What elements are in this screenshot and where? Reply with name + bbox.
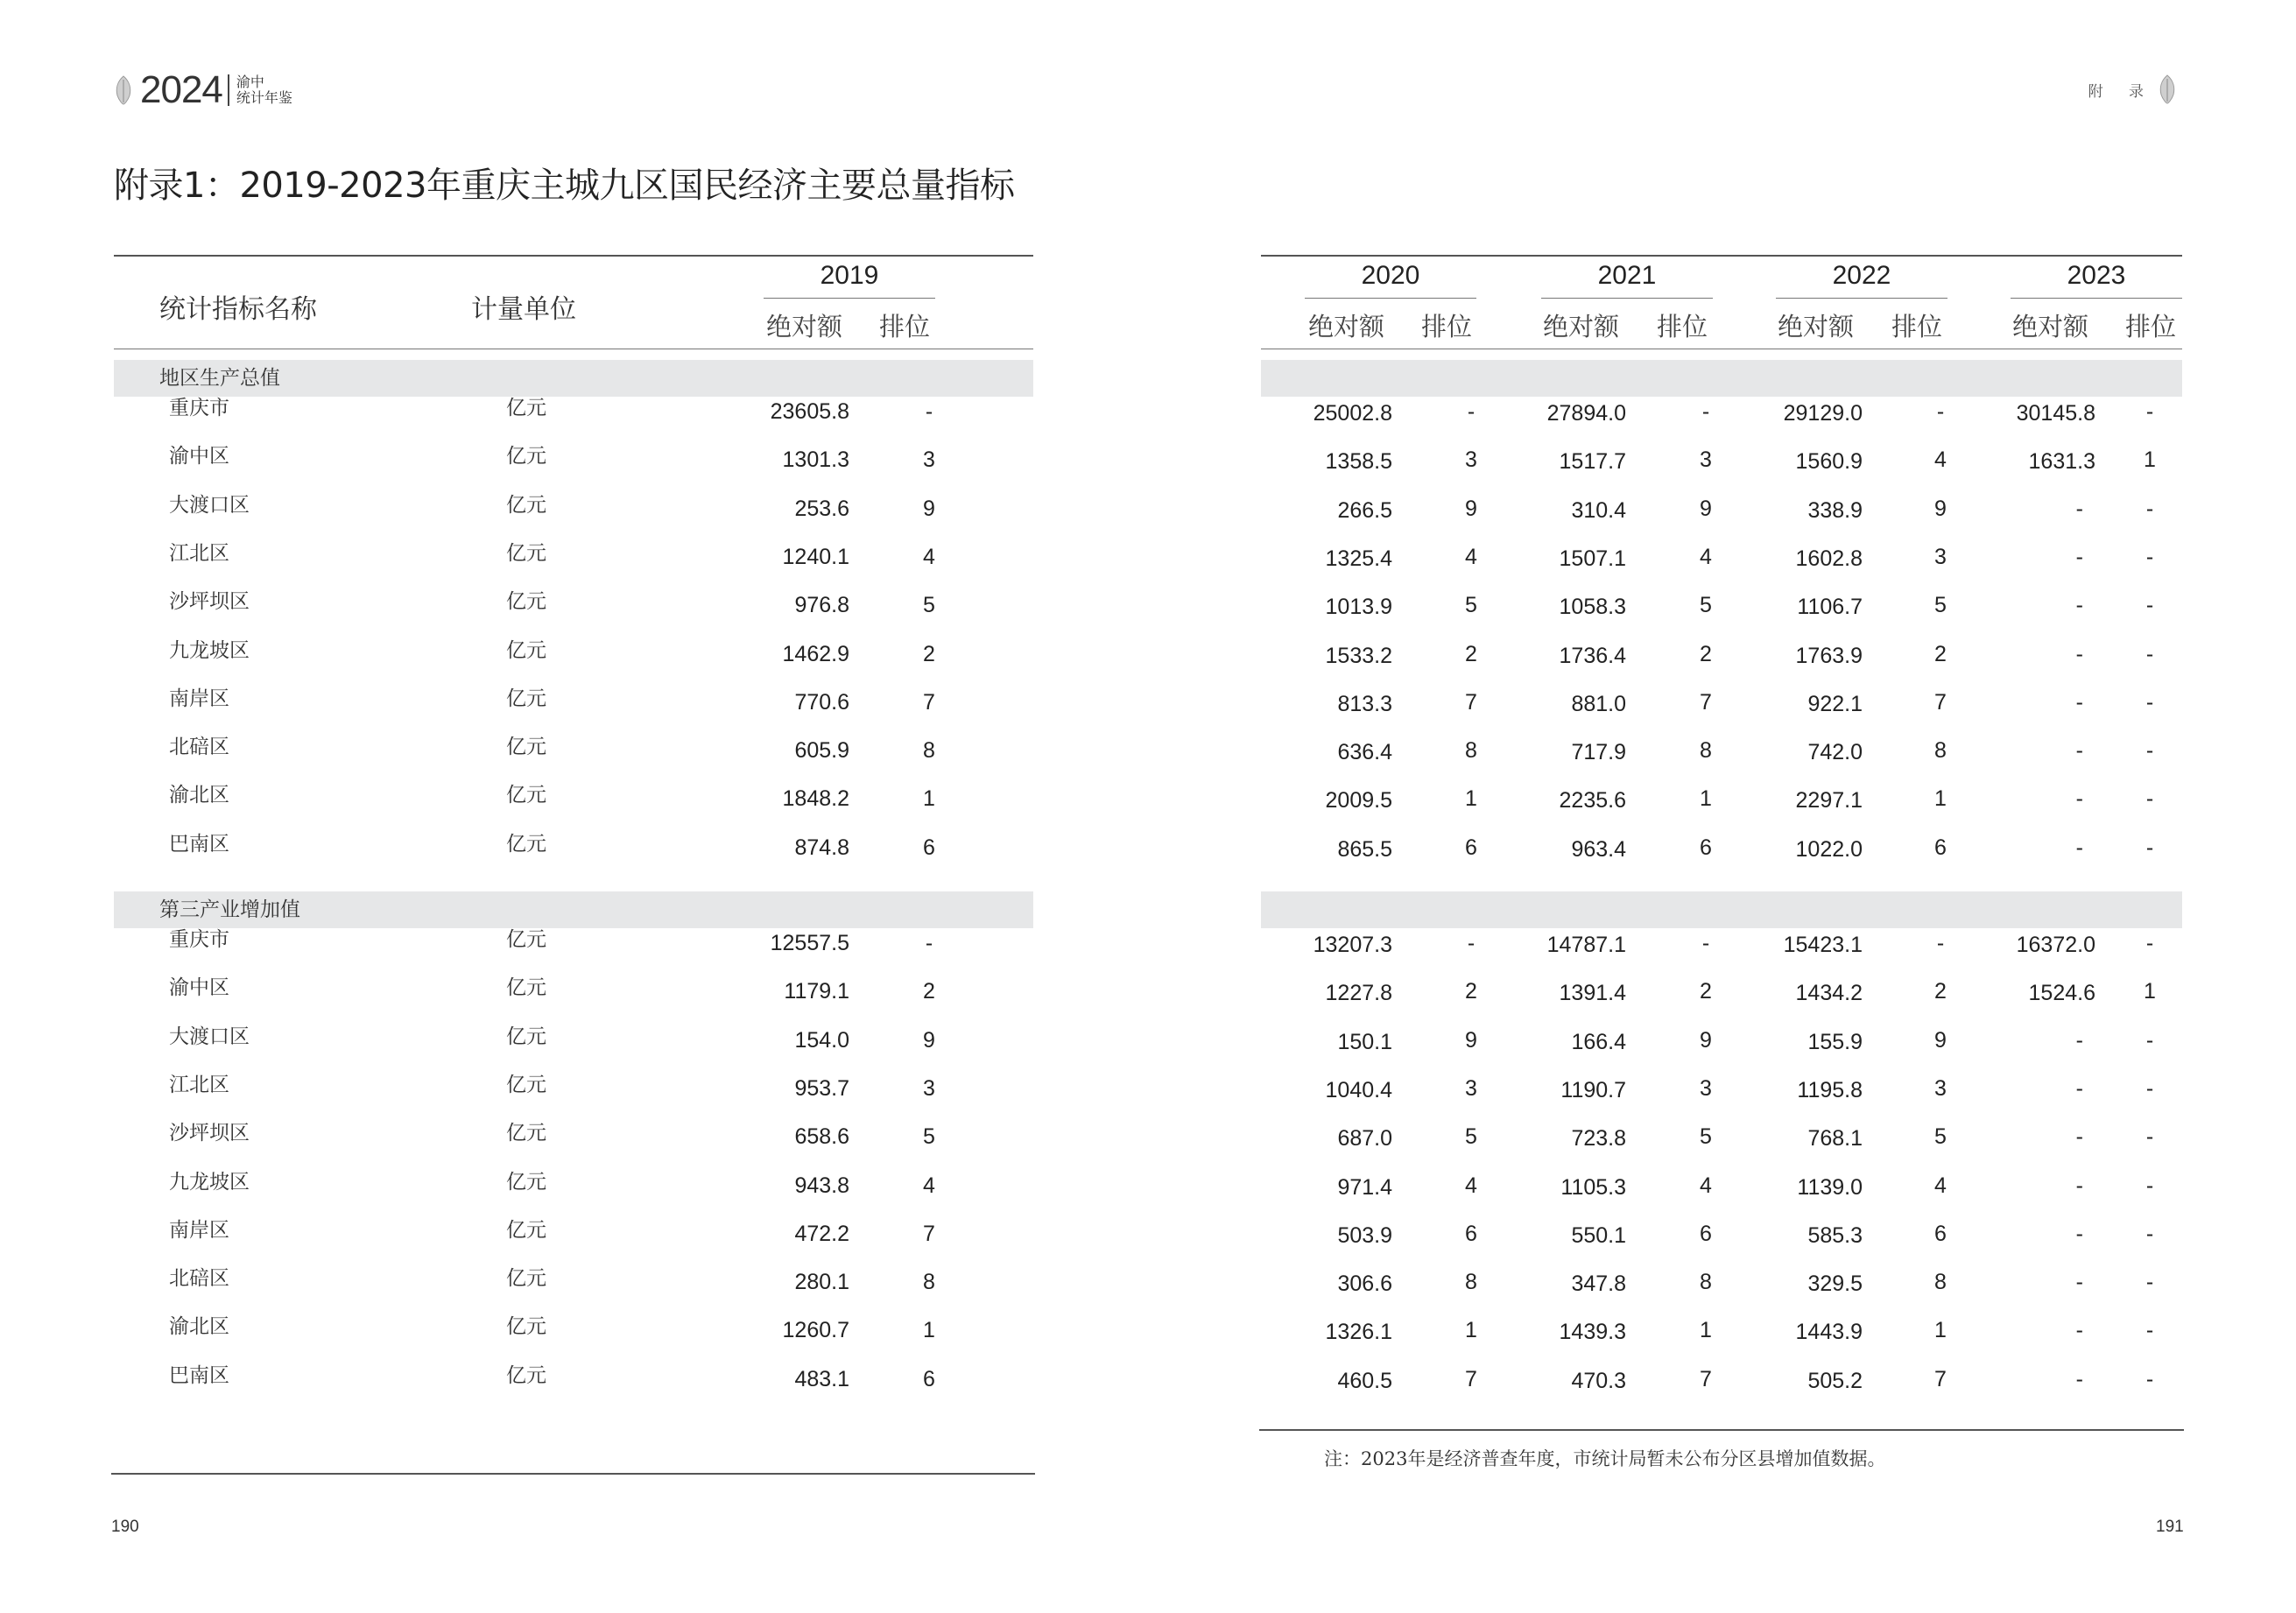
value-absolute-2023: 1524.6 [2028,981,2095,1005]
page-number-left: 190 [111,1518,139,1536]
header-absolute-2021: 绝对额 [1543,312,1620,342]
year-rule-2019 [764,298,935,299]
value-absolute-2022: 1434.2 [1795,981,1863,1005]
value-absolute-2023: - [2075,690,2083,715]
row-indicator-name: 渝北区 [169,784,229,806]
value-absolute-2019: 1848.2 [782,786,849,811]
value-rank-2023: - [2145,1270,2154,1294]
value-absolute-2023: - [2075,786,2083,811]
section-label-tertiary: 第三产业增加值 [159,898,300,921]
value-rank-2022: 4 [1934,1173,1947,1198]
value-rank-2021: 8 [1700,1270,1712,1294]
row-unit: 亿元 [506,445,546,468]
value-rank-2023: - [2145,931,2154,955]
value-absolute-2020: 971.4 [1337,1175,1392,1200]
value-rank-2019: 4 [923,1173,935,1198]
value-absolute-2020: 266.5 [1337,498,1392,523]
row-unit: 亿元 [506,397,546,419]
value-rank-2022: 5 [1934,593,1947,617]
value-rank-2019: 6 [923,835,935,860]
value-absolute-2020: 1040.4 [1325,1078,1392,1102]
value-rank-2021: 3 [1700,1076,1712,1101]
value-rank-2023: - [2145,1076,2154,1101]
value-rank-2023: - [2145,1124,2154,1149]
value-rank-2020: 2 [1465,642,1477,666]
subtitle-line2: 统计年鉴 [236,89,292,106]
value-rank-2023: - [2145,399,2154,424]
section-band-right-1 [1261,360,2182,397]
header-year-2019: 2019 [820,261,879,290]
value-rank-2020: 7 [1465,1367,1477,1391]
appendix-label: 附 录 [2088,82,2154,101]
value-rank-2023: - [2145,690,2154,715]
row-indicator-name: 沙坪坝区 [169,1122,250,1145]
value-absolute-2023: 30145.8 [2016,401,2095,426]
value-absolute-2019: 1240.1 [782,545,849,569]
value-absolute-2021: 470.3 [1571,1369,1626,1393]
row-indicator-name: 沙坪坝区 [169,590,250,613]
value-rank-2022: 9 [1934,497,1947,521]
value-absolute-2020: 687.0 [1337,1126,1392,1151]
value-rank-2023: - [2145,738,2154,763]
value-absolute-2021: 347.8 [1571,1271,1626,1296]
value-rank-2020: 9 [1465,1028,1477,1053]
value-absolute-2023: - [2075,497,2083,521]
value-absolute-2019: 1462.9 [782,642,849,666]
value-absolute-2020: 636.4 [1337,740,1392,764]
value-rank-2020: 5 [1465,1124,1477,1149]
value-absolute-2022: 1763.9 [1795,644,1863,668]
value-absolute-2023: - [2075,1028,2083,1053]
row-unit: 亿元 [506,542,546,565]
value-rank-2022: 8 [1934,738,1947,763]
value-absolute-2020: 25002.8 [1313,401,1392,426]
value-absolute-2021: 881.0 [1571,692,1626,716]
value-absolute-2019: 472.2 [794,1222,849,1246]
year-rule-2020 [1305,298,1476,299]
header-absolute-2020: 绝对额 [1308,312,1385,342]
value-rank-2022: 6 [1934,1222,1947,1246]
value-absolute-2023: - [2075,1076,2083,1101]
value-absolute-2021: 1391.4 [1559,981,1626,1005]
value-rank-2020: 4 [1465,1173,1477,1198]
value-rank-2023: - [2145,642,2154,666]
section-band-left-1 [114,360,1033,397]
row-unit: 亿元 [506,1219,546,1242]
value-absolute-2020: 1227.8 [1325,981,1392,1005]
value-absolute-2021: 310.4 [1571,498,1626,523]
value-absolute-2020: 306.6 [1337,1271,1392,1296]
value-absolute-2021: 1736.4 [1559,644,1626,668]
row-unit: 亿元 [506,1025,546,1048]
row-unit: 亿元 [506,1122,546,1145]
header-rank-2021: 排位 [1657,312,1708,342]
value-rank-2021: 6 [1700,835,1712,860]
section-band-right-2 [1261,891,2182,928]
header-absolute-2023: 绝对额 [2012,312,2089,342]
value-absolute-2021: 1190.7 [1560,1078,1626,1102]
running-header-right [2088,72,2184,107]
row-indicator-name: 渝中区 [169,445,229,468]
value-rank-2019: 8 [923,1270,935,1294]
value-rank-2022: 2 [1934,979,1947,1004]
value-absolute-2020: 13207.3 [1313,933,1392,957]
row-unit: 亿元 [506,590,546,613]
header-year-2023: 2023 [2067,261,2126,290]
value-rank-2020: - [1467,399,1475,424]
value-absolute-2023: 1631.3 [2028,449,2095,474]
page-number-right: 191 [2156,1518,2184,1536]
value-rank-2019: - [925,931,933,955]
value-absolute-2020: 503.9 [1337,1223,1392,1248]
right-bottom-rule [1259,1429,2184,1431]
header-rank-2020: 排位 [1421,312,1473,342]
value-rank-2020: 8 [1465,738,1477,763]
row-unit: 亿元 [506,639,546,662]
value-absolute-2023: 16372.0 [2016,933,2095,957]
value-rank-2023: - [2145,497,2154,521]
value-absolute-2021: 963.4 [1571,837,1626,862]
value-rank-2023: - [2145,545,2154,569]
value-absolute-2023: - [2075,545,2083,569]
row-unit: 亿元 [506,784,546,806]
value-rank-2022: 6 [1934,835,1947,860]
value-absolute-2019: 253.6 [794,497,849,521]
value-absolute-2023: - [2075,642,2083,666]
right-top-rule [1261,255,2182,257]
value-absolute-2022: 329.5 [1807,1271,1863,1296]
value-absolute-2019: 605.9 [794,738,849,763]
value-rank-2019: 8 [923,738,935,763]
value-absolute-2020: 865.5 [1337,837,1392,862]
section-band-left-2 [114,891,1033,928]
value-rank-2022: 3 [1934,545,1947,569]
footnote: 注：2023年是经济普查年度，市统计局暂未公布分区县增加值数据。 [1324,1448,1886,1469]
row-indicator-name: 九龙坡区 [169,1171,250,1194]
row-unit: 亿元 [506,687,546,710]
value-rank-2020: 4 [1465,545,1477,569]
value-rank-2022: 2 [1934,642,1947,666]
row-indicator-name: 江北区 [169,1074,229,1096]
row-indicator-name: 重庆市 [169,928,229,951]
value-rank-2019: 7 [923,690,935,715]
value-rank-2021: 2 [1700,642,1712,666]
year-rule-2023 [2011,298,2182,299]
header-year-2021: 2021 [1597,261,1657,290]
value-absolute-2022: 338.9 [1807,498,1863,523]
year-rule-2022 [1776,298,1947,299]
row-indicator-name: 重庆市 [169,397,229,419]
value-rank-2023: - [2145,1173,2154,1198]
row-unit: 亿元 [506,928,546,951]
value-rank-2021: 5 [1700,1124,1712,1149]
value-absolute-2021: 1517.7 [1559,449,1626,474]
value-absolute-2022: 768.1 [1807,1126,1863,1151]
value-absolute-2021: 14787.1 [1546,933,1626,957]
value-rank-2021: 7 [1700,1367,1712,1391]
row-indicator-name: 南岸区 [169,687,229,710]
header-year-2020: 2020 [1361,261,1420,290]
value-rank-2020: 6 [1465,835,1477,860]
value-absolute-2023: - [2075,1222,2083,1246]
value-absolute-2022: 1560.9 [1795,449,1863,474]
value-rank-2019: 5 [923,1124,935,1149]
left-bottom-rule [111,1473,1035,1475]
value-rank-2023: - [2145,593,2154,617]
value-rank-2020: 2 [1465,979,1477,1004]
value-absolute-2019: 23605.8 [770,399,849,424]
row-unit: 亿元 [506,736,546,758]
value-absolute-2019: 953.7 [794,1076,849,1101]
value-rank-2023: - [2145,1028,2154,1053]
value-rank-2023: 1 [2144,447,2156,472]
value-rank-2019: 5 [923,593,935,617]
year-rule-2021 [1541,298,1713,299]
value-absolute-2023: - [2075,1173,2083,1198]
value-absolute-2023: - [2075,835,2083,860]
value-absolute-2022: 29129.0 [1783,401,1863,426]
value-rank-2019: 9 [923,1028,935,1053]
value-absolute-2021: 166.4 [1571,1030,1626,1054]
value-absolute-2019: 280.1 [794,1270,849,1294]
row-unit: 亿元 [506,976,546,999]
header-year-2022: 2022 [1832,261,1891,290]
value-absolute-2022: 585.3 [1807,1223,1863,1248]
value-rank-2021: 7 [1700,690,1712,715]
value-rank-2019: 1 [923,786,935,811]
value-absolute-2022: 1602.8 [1795,546,1863,571]
value-rank-2021: 8 [1700,738,1712,763]
row-indicator-name: 巴南区 [169,833,229,856]
row-indicator-name: 北碚区 [169,736,229,758]
value-absolute-2020: 813.3 [1337,692,1392,716]
value-absolute-2019: 1301.3 [782,447,849,472]
page-title: 附录1：2019-2023年重庆主城九区国民经济主要总量指标 [114,166,1015,206]
value-rank-2020: - [1467,931,1475,955]
value-rank-2023: - [2145,1222,2154,1246]
value-absolute-2023: - [2075,1367,2083,1391]
value-rank-2022: 1 [1934,1318,1947,1342]
value-rank-2023: - [2145,835,2154,860]
value-rank-2019: 3 [923,1076,935,1101]
row-indicator-name: 南岸区 [169,1219,229,1242]
value-rank-2020: 7 [1465,690,1477,715]
value-rank-2021: - [1701,931,1710,955]
value-absolute-2020: 1013.9 [1325,595,1392,619]
value-rank-2021: - [1701,399,1710,424]
value-absolute-2020: 1358.5 [1325,449,1392,474]
value-absolute-2020: 1325.4 [1325,546,1392,571]
value-absolute-2022: 1139.0 [1797,1175,1863,1200]
value-rank-2019: - [925,399,933,424]
value-absolute-2019: 658.6 [794,1124,849,1149]
value-absolute-2021: 1507.1 [1559,546,1626,571]
value-absolute-2022: 155.9 [1807,1030,1863,1054]
value-rank-2023: - [2145,1367,2154,1391]
row-unit: 亿元 [506,1364,546,1387]
value-absolute-2023: - [2075,1318,2083,1342]
value-absolute-2022: 15423.1 [1783,933,1863,957]
value-rank-2022: 9 [1934,1028,1947,1053]
value-rank-2021: 1 [1700,786,1712,811]
value-rank-2020: 3 [1465,447,1477,472]
value-rank-2019: 2 [923,979,935,1004]
value-absolute-2021: 723.8 [1571,1126,1626,1151]
value-rank-2019: 2 [923,642,935,666]
value-absolute-2020: 1533.2 [1325,644,1392,668]
value-absolute-2021: 550.1 [1571,1223,1626,1248]
value-rank-2021: 5 [1700,593,1712,617]
value-absolute-2019: 943.8 [794,1173,849,1198]
value-rank-2019: 6 [923,1367,935,1391]
value-absolute-2023: - [2075,593,2083,617]
value-absolute-2020: 150.1 [1337,1030,1392,1054]
value-rank-2020: 6 [1465,1222,1477,1246]
row-indicator-name: 九龙坡区 [169,639,250,662]
value-absolute-2020: 460.5 [1337,1369,1392,1393]
header-absolute-2022: 绝对额 [1778,312,1855,342]
section-label-gdp: 地区生产总值 [159,367,280,390]
row-unit: 亿元 [506,1074,546,1096]
value-rank-2021: 1 [1700,1318,1712,1342]
row-indicator-name: 巴南区 [169,1364,229,1387]
header-rank-2022: 排位 [1891,312,1943,342]
value-rank-2020: 5 [1465,593,1477,617]
value-rank-2023: 1 [2144,979,2156,1004]
row-unit: 亿元 [506,494,546,517]
value-rank-2022: 3 [1934,1076,1947,1101]
value-absolute-2021: 2235.6 [1559,788,1626,813]
row-unit: 亿元 [506,1267,546,1290]
value-rank-2021: 3 [1700,447,1712,472]
value-absolute-2019: 483.1 [794,1367,849,1391]
running-header-left [114,68,292,112]
value-rank-2019: 3 [923,447,935,472]
value-rank-2021: 2 [1700,979,1712,1004]
value-absolute-2021: 1058.3 [1559,595,1626,619]
value-absolute-2022: 2297.1 [1795,788,1863,813]
value-absolute-2020: 1326.1 [1325,1320,1392,1344]
value-absolute-2019: 770.6 [794,690,849,715]
value-rank-2021: 4 [1700,1173,1712,1198]
value-absolute-2022: 922.1 [1807,692,1863,716]
value-rank-2021: 6 [1700,1222,1712,1246]
row-unit: 亿元 [506,1315,546,1338]
leaf-logo-icon-right [2158,74,2177,105]
row-indicator-name: 大渡口区 [169,1025,250,1048]
value-rank-2020: 9 [1465,497,1477,521]
row-indicator-name: 渝北区 [169,1315,229,1338]
leaf-logo-icon [114,74,133,106]
value-rank-2019: 1 [923,1318,935,1342]
value-absolute-2019: 1260.7 [782,1318,849,1342]
value-rank-2023: - [2145,1318,2154,1342]
value-rank-2020: 3 [1465,1076,1477,1101]
value-rank-2023: - [2145,786,2154,811]
value-absolute-2023: - [2075,1124,2083,1149]
value-rank-2020: 8 [1465,1270,1477,1294]
value-rank-2021: 9 [1700,497,1712,521]
row-indicator-name: 大渡口区 [169,494,250,517]
value-rank-2021: 4 [1700,545,1712,569]
row-indicator-name: 江北区 [169,542,229,565]
value-rank-2022: 7 [1934,1367,1947,1391]
yearbook-year: 2024 [140,68,222,111]
value-absolute-2022: 1106.7 [1797,595,1863,619]
row-unit: 亿元 [506,1171,546,1194]
value-absolute-2020: 2009.5 [1325,788,1392,813]
value-rank-2019: 9 [923,497,935,521]
header-divider [228,74,229,106]
value-rank-2021: 9 [1700,1028,1712,1053]
header-rank-2019: 排位 [879,312,931,342]
value-absolute-2021: 1439.3 [1559,1320,1626,1344]
value-absolute-2019: 874.8 [794,835,849,860]
value-absolute-2019: 976.8 [794,593,849,617]
row-unit: 亿元 [506,833,546,856]
value-rank-2022: 4 [1934,447,1947,472]
value-rank-2022: 1 [1934,786,1947,811]
value-rank-2019: 7 [923,1222,935,1246]
value-absolute-2021: 27894.0 [1546,401,1626,426]
value-absolute-2021: 717.9 [1571,740,1626,764]
left-top-rule [114,255,1033,257]
value-absolute-2019: 1179.1 [784,979,849,1004]
value-absolute-2023: - [2075,1270,2083,1294]
value-absolute-2022: 1443.9 [1795,1320,1863,1344]
value-absolute-2022: 1022.0 [1795,837,1863,862]
subtitle-line1: 渝中 [236,74,264,90]
value-absolute-2022: 505.2 [1807,1369,1863,1393]
value-rank-2020: 1 [1465,1318,1477,1342]
value-absolute-2021: 1105.3 [1560,1175,1626,1200]
row-indicator-name: 渝中区 [169,976,229,999]
value-absolute-2023: - [2075,738,2083,763]
value-rank-2022: 7 [1934,690,1947,715]
value-rank-2019: 4 [923,545,935,569]
yearbook-subtitle [236,74,292,106]
header-absolute-2019: 绝对额 [766,312,843,342]
header-rank-2023: 排位 [2125,312,2177,342]
value-absolute-2019: 12557.5 [770,931,849,955]
value-absolute-2022: 1195.8 [1797,1078,1863,1102]
value-rank-2022: - [1936,399,1945,424]
header-unit: 计量单位 [471,294,576,325]
value-absolute-2019: 154.0 [794,1028,849,1053]
value-rank-2022: 5 [1934,1124,1947,1149]
value-rank-2020: 1 [1465,786,1477,811]
value-rank-2022: 8 [1934,1270,1947,1294]
value-absolute-2022: 742.0 [1807,740,1863,764]
value-rank-2022: - [1936,931,1945,955]
header-indicator-name: 统计指标名称 [159,294,317,325]
row-indicator-name: 北碚区 [169,1267,229,1290]
